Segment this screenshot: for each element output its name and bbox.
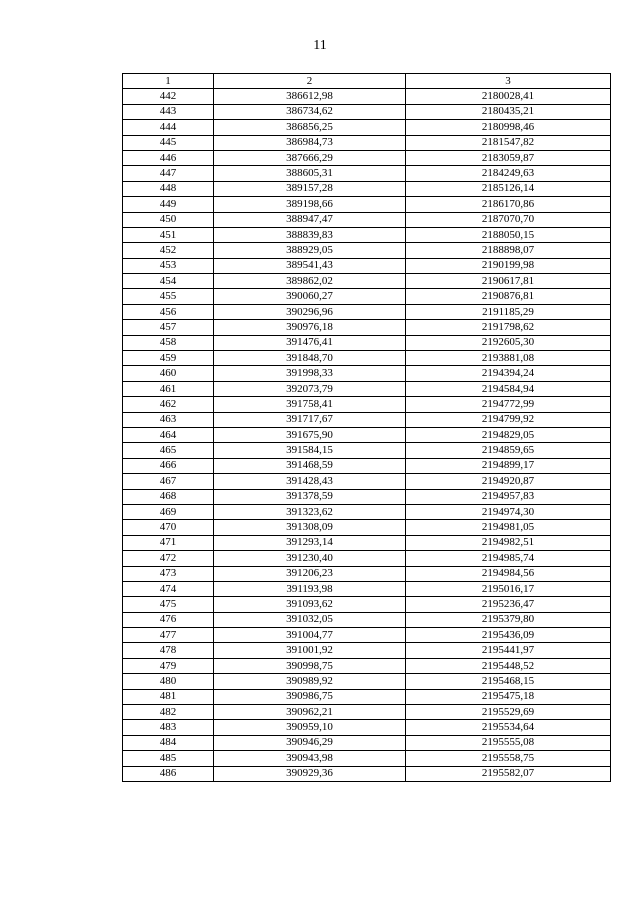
y-coordinate-cell: 2180028,41 [406,89,611,104]
y-coordinate-cell: 2188050,15 [406,227,611,242]
point-number-cell: 460 [123,366,214,381]
x-coordinate-cell: 390946,29 [214,735,406,750]
table-row [123,689,611,704]
y-coordinate-cell: 2190876,81 [406,289,611,304]
point-number-cell: 486 [123,766,214,781]
x-coordinate-cell: 391378,59 [214,489,406,504]
x-coordinate-cell: 391293,14 [214,535,406,550]
column-header-2: 2 [214,74,406,89]
x-coordinate-cell: 390986,75 [214,689,406,704]
y-coordinate-cell: 2194982,51 [406,535,611,550]
y-coordinate-cell: 2192605,30 [406,335,611,350]
x-coordinate-cell: 388929,05 [214,243,406,258]
table-row [123,304,611,319]
x-coordinate-cell: 391476,41 [214,335,406,350]
table-row [123,412,611,427]
point-number-cell: 471 [123,535,214,550]
y-coordinate-cell: 2195016,17 [406,581,611,596]
x-coordinate-cell: 390943,98 [214,751,406,766]
point-number-cell: 476 [123,612,214,627]
y-coordinate-cell: 2195441,97 [406,643,611,658]
y-coordinate-cell: 2195582,07 [406,766,611,781]
table-row [123,243,611,258]
y-coordinate-cell: 2193881,08 [406,351,611,366]
y-coordinate-cell: 2187070,70 [406,212,611,227]
point-number-cell: 483 [123,720,214,735]
table-row [123,120,611,135]
table-row [123,735,611,750]
point-number-cell: 453 [123,258,214,273]
y-coordinate-cell: 2194859,65 [406,443,611,458]
point-number-cell: 450 [123,212,214,227]
y-coordinate-cell: 2195436,09 [406,628,611,643]
point-number-cell: 447 [123,166,214,181]
table-row [123,150,611,165]
table-header-row [123,74,611,89]
x-coordinate-cell: 391230,40 [214,551,406,566]
x-coordinate-cell: 391193,98 [214,581,406,596]
x-coordinate-cell: 391032,05 [214,612,406,627]
table-row [123,612,611,627]
table-row [123,720,611,735]
point-number-cell: 467 [123,474,214,489]
point-number-cell: 484 [123,735,214,750]
y-coordinate-cell: 2195379,80 [406,612,611,627]
point-number-cell: 475 [123,597,214,612]
x-coordinate-cell: 391206,23 [214,566,406,581]
x-coordinate-cell: 391584,15 [214,443,406,458]
point-number-cell: 474 [123,581,214,596]
y-coordinate-cell: 2195555,08 [406,735,611,750]
x-coordinate-cell: 390296,96 [214,304,406,319]
table-row [123,397,611,412]
coordinates-table [122,73,611,782]
y-coordinate-cell: 2180435,21 [406,104,611,119]
point-number-cell: 459 [123,351,214,366]
y-coordinate-cell: 2194920,87 [406,474,611,489]
x-coordinate-cell: 391848,70 [214,351,406,366]
y-coordinate-cell: 2181547,82 [406,135,611,150]
y-coordinate-cell: 2185126,14 [406,181,611,196]
y-coordinate-cell: 2194394,24 [406,366,611,381]
x-coordinate-cell: 391093,62 [214,597,406,612]
table-row [123,474,611,489]
x-coordinate-cell: 391675,90 [214,427,406,442]
x-coordinate-cell: 389157,28 [214,181,406,196]
table-row [123,197,611,212]
point-number-cell: 470 [123,520,214,535]
point-number-cell: 443 [123,104,214,119]
point-number-cell: 479 [123,658,214,673]
x-coordinate-cell: 388947,47 [214,212,406,227]
table-row [123,566,611,581]
table-row [123,766,611,781]
table-row [123,643,611,658]
y-coordinate-cell: 2194981,05 [406,520,611,535]
point-number-cell: 478 [123,643,214,658]
x-coordinate-cell: 391468,59 [214,458,406,473]
y-coordinate-cell: 2195534,64 [406,720,611,735]
table-row [123,443,611,458]
y-coordinate-cell: 2190199,98 [406,258,611,273]
x-coordinate-cell: 389862,02 [214,274,406,289]
table-row [123,335,611,350]
y-coordinate-cell: 2195236,47 [406,597,611,612]
table-row [123,104,611,119]
x-coordinate-cell: 389541,43 [214,258,406,273]
x-coordinate-cell: 391323,62 [214,504,406,519]
y-coordinate-cell: 2194799,92 [406,412,611,427]
x-coordinate-cell: 390998,75 [214,658,406,673]
column-header-3: 3 [406,74,611,89]
table-row [123,366,611,381]
table-row [123,212,611,227]
point-number-cell: 448 [123,181,214,196]
point-number-cell: 457 [123,320,214,335]
table-row [123,597,611,612]
y-coordinate-cell: 2195529,69 [406,705,611,720]
point-number-cell: 444 [123,120,214,135]
y-coordinate-cell: 2194772,99 [406,397,611,412]
x-coordinate-cell: 389198,66 [214,197,406,212]
table-row [123,427,611,442]
x-coordinate-cell: 386734,62 [214,104,406,119]
table-row [123,581,611,596]
point-number-cell: 463 [123,412,214,427]
table-row [123,551,611,566]
table-row [123,458,611,473]
x-coordinate-cell: 390929,36 [214,766,406,781]
x-coordinate-cell: 391758,41 [214,397,406,412]
table-row [123,89,611,104]
x-coordinate-cell: 390962,21 [214,705,406,720]
point-number-cell: 480 [123,674,214,689]
point-number-cell: 469 [123,504,214,519]
y-coordinate-cell: 2194899,17 [406,458,611,473]
y-coordinate-cell: 2190617,81 [406,274,611,289]
x-coordinate-cell: 387666,29 [214,150,406,165]
point-number-cell: 462 [123,397,214,412]
x-coordinate-cell: 388605,31 [214,166,406,181]
point-number-cell: 458 [123,335,214,350]
x-coordinate-cell: 386612,98 [214,89,406,104]
y-coordinate-cell: 2186170,86 [406,197,611,212]
table-row [123,489,611,504]
y-coordinate-cell: 2194957,83 [406,489,611,504]
y-coordinate-cell: 2183059,87 [406,150,611,165]
x-coordinate-cell: 388839,83 [214,227,406,242]
x-coordinate-cell: 391428,43 [214,474,406,489]
y-coordinate-cell: 2194984,56 [406,566,611,581]
table-body [123,89,611,782]
point-number-cell: 466 [123,458,214,473]
table-row [123,520,611,535]
point-number-cell: 449 [123,197,214,212]
point-number-cell: 464 [123,427,214,442]
table-row [123,166,611,181]
table-row [123,289,611,304]
x-coordinate-cell: 391998,33 [214,366,406,381]
x-coordinate-cell: 391004,77 [214,628,406,643]
table-row [123,274,611,289]
x-coordinate-cell: 390976,18 [214,320,406,335]
x-coordinate-cell: 391308,09 [214,520,406,535]
y-coordinate-cell: 2195448,52 [406,658,611,673]
table-row [123,751,611,766]
table-row [123,135,611,150]
table-row [123,351,611,366]
table-row [123,705,611,720]
y-coordinate-cell: 2195475,18 [406,689,611,704]
y-coordinate-cell: 2194584,94 [406,381,611,396]
point-number-cell: 452 [123,243,214,258]
x-coordinate-cell: 390060,27 [214,289,406,304]
x-coordinate-cell: 390959,10 [214,720,406,735]
table-row [123,504,611,519]
x-coordinate-cell: 391717,67 [214,412,406,427]
y-coordinate-cell: 2180998,46 [406,120,611,135]
point-number-cell: 461 [123,381,214,396]
y-coordinate-cell: 2195558,75 [406,751,611,766]
y-coordinate-cell: 2194985,74 [406,551,611,566]
table-row [123,227,611,242]
x-coordinate-cell: 386984,73 [214,135,406,150]
point-number-cell: 473 [123,566,214,581]
x-coordinate-cell: 386856,25 [214,120,406,135]
table-row [123,381,611,396]
x-coordinate-cell: 391001,92 [214,643,406,658]
y-coordinate-cell: 2191185,29 [406,304,611,319]
y-coordinate-cell: 2184249,63 [406,166,611,181]
column-header-1: 1 [123,74,214,89]
table-row [123,258,611,273]
point-number-cell: 465 [123,443,214,458]
y-coordinate-cell: 2191798,62 [406,320,611,335]
point-number-cell: 482 [123,705,214,720]
point-number-cell: 456 [123,304,214,319]
point-number-cell: 455 [123,289,214,304]
point-number-cell: 468 [123,489,214,504]
table-row [123,535,611,550]
table-row [123,658,611,673]
point-number-cell: 442 [123,89,214,104]
point-number-cell: 451 [123,227,214,242]
page-number: 11 [313,38,327,53]
y-coordinate-cell: 2194974,30 [406,504,611,519]
table-row [123,674,611,689]
y-coordinate-cell: 2194829,05 [406,427,611,442]
table-row [123,181,611,196]
point-number-cell: 454 [123,274,214,289]
table-row [123,628,611,643]
y-coordinate-cell: 2188898,07 [406,243,611,258]
point-number-cell: 485 [123,751,214,766]
x-coordinate-cell: 392073,79 [214,381,406,396]
point-number-cell: 481 [123,689,214,704]
x-coordinate-cell: 390989,92 [214,674,406,689]
point-number-cell: 477 [123,628,214,643]
table-row [123,320,611,335]
point-number-cell: 446 [123,150,214,165]
y-coordinate-cell: 2195468,15 [406,674,611,689]
point-number-cell: 472 [123,551,214,566]
point-number-cell: 445 [123,135,214,150]
